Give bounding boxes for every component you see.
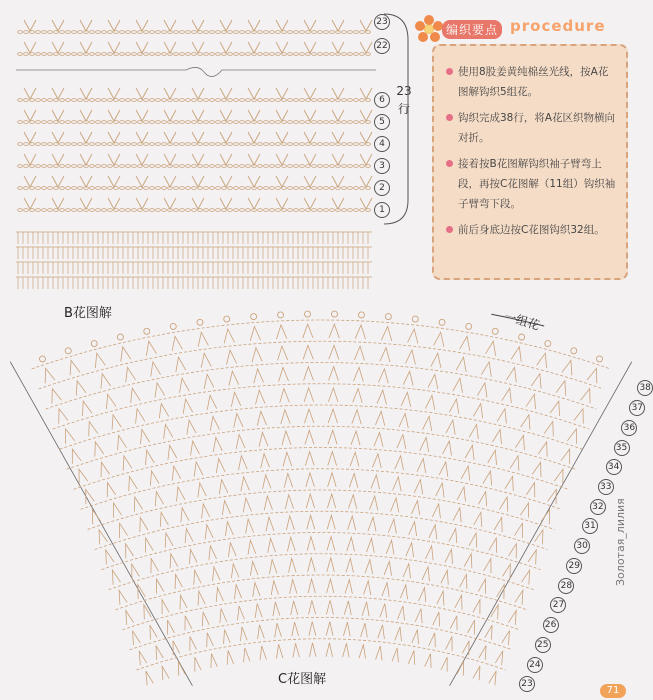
c-stitch-column bbox=[121, 347, 201, 672]
c-stitch-column bbox=[425, 341, 496, 668]
picot bbox=[358, 312, 364, 318]
c-row-arc bbox=[88, 490, 555, 529]
c-row-arc bbox=[60, 405, 583, 449]
b-row-6 bbox=[18, 88, 372, 101]
c-row-number: 29 bbox=[566, 558, 582, 574]
c-row-number: 25 bbox=[535, 637, 551, 653]
c-row-number: 34 bbox=[606, 459, 622, 475]
b-flower-chart bbox=[16, 10, 376, 300]
b-row-1 bbox=[18, 198, 372, 211]
bullet-icon bbox=[446, 226, 453, 233]
c-stitch-column bbox=[343, 325, 366, 658]
picot bbox=[144, 328, 150, 334]
c-stitch-column bbox=[70, 360, 169, 680]
b-row-number: 22 bbox=[374, 38, 390, 54]
b-row-4 bbox=[18, 132, 372, 145]
c-row-number: 24 bbox=[527, 657, 543, 673]
picot bbox=[439, 319, 445, 325]
picot bbox=[39, 356, 45, 362]
procedure-title-en: procedure bbox=[510, 17, 606, 35]
page-number-badge: 71 bbox=[600, 684, 626, 698]
picot bbox=[305, 311, 311, 317]
c-row-arc bbox=[74, 447, 569, 489]
picot bbox=[331, 311, 337, 317]
procedure-steps bbox=[446, 62, 618, 246]
c-stitch-column bbox=[224, 329, 266, 660]
c-row-number: 37 bbox=[629, 400, 645, 416]
procedure-header bbox=[414, 14, 628, 42]
picot bbox=[519, 334, 525, 340]
picot bbox=[224, 316, 230, 322]
watermark: Золотая_лилия bbox=[614, 498, 627, 586]
b-rows-count: 23 bbox=[396, 84, 412, 98]
c-row-arc bbox=[102, 532, 541, 569]
c-stitch-column bbox=[198, 332, 250, 662]
procedure-title-cn: 编织要点 bbox=[442, 20, 502, 39]
procedure-step: 使用8股姜黄纯棉丝光线，按A花图解钩织5组花。 bbox=[446, 62, 618, 102]
picot bbox=[170, 323, 176, 329]
b-chart-caption: B花图解 bbox=[64, 306, 112, 321]
c-stitch-column bbox=[392, 332, 444, 662]
procedure-step: 接着按B花图解钩织袖子臂弯上段，再按C花图解（11组）钩织袖子臂弯下段。 bbox=[446, 154, 618, 214]
b-row-number: 6 bbox=[374, 92, 390, 108]
b-row-3 bbox=[18, 154, 372, 167]
c-row-arc bbox=[123, 596, 520, 630]
c-row-arc bbox=[136, 639, 505, 670]
procedure-step: 前后身底边按C花图钩织32组。 bbox=[446, 220, 618, 240]
b-base-rows bbox=[16, 232, 372, 289]
c-stitch-column bbox=[457, 353, 547, 676]
c-row-arc bbox=[95, 511, 548, 549]
c-row-number: 32 bbox=[590, 499, 606, 515]
c-row-number: 26 bbox=[543, 617, 559, 633]
b-chart-drawing bbox=[16, 10, 376, 300]
b-row-number: 5 bbox=[374, 114, 390, 130]
picot bbox=[117, 334, 123, 340]
c-stitch-column bbox=[326, 324, 339, 657]
picot bbox=[385, 314, 391, 320]
c-stitch-column bbox=[250, 327, 283, 659]
c-row-number: 30 bbox=[574, 538, 590, 554]
c-stitch-column bbox=[473, 360, 572, 680]
c-row-number: 23 bbox=[519, 676, 535, 692]
picot bbox=[197, 319, 203, 325]
c-row-number: 36 bbox=[621, 420, 637, 436]
b-row-number: 1 bbox=[374, 202, 390, 218]
c-chart-caption: C花图解 bbox=[278, 672, 327, 687]
c-stitch-column bbox=[45, 368, 153, 685]
flower-icon bbox=[414, 14, 444, 44]
c-stitch-column bbox=[441, 347, 521, 672]
bullet-icon bbox=[446, 114, 453, 121]
c-row-arc bbox=[46, 362, 597, 409]
b-row-22 bbox=[18, 42, 372, 55]
c-stitch-column bbox=[95, 353, 185, 676]
c-row-arc bbox=[116, 575, 527, 610]
b-row-number: 2 bbox=[374, 180, 390, 196]
picot bbox=[597, 356, 603, 362]
c-row-arc bbox=[81, 469, 562, 510]
b-row-number: 4 bbox=[374, 136, 390, 152]
b-rows-unit: 行 bbox=[397, 102, 410, 116]
c-stitch-column bbox=[376, 329, 418, 660]
c-row-number: 35 bbox=[614, 440, 630, 456]
picot bbox=[65, 348, 71, 354]
picot bbox=[251, 314, 257, 320]
c-stitch-column bbox=[359, 327, 392, 659]
procedure-step: 钩织完成38行，将A花区织物横向对折。 bbox=[446, 108, 618, 148]
c-row-number: 27 bbox=[550, 597, 566, 613]
b-row-2 bbox=[18, 176, 372, 189]
c-row-number: 38 bbox=[637, 380, 653, 396]
picot bbox=[545, 341, 551, 347]
picot bbox=[492, 328, 498, 334]
b-break-line bbox=[16, 67, 376, 76]
c-row-number: 33 bbox=[598, 479, 614, 495]
c-row-number: 28 bbox=[558, 578, 574, 594]
bullet-icon bbox=[446, 68, 453, 75]
picot bbox=[412, 316, 418, 322]
picot bbox=[571, 348, 577, 354]
c-row-number: 31 bbox=[582, 518, 598, 534]
picot bbox=[466, 323, 472, 329]
picot bbox=[91, 341, 97, 347]
c-row-arc bbox=[129, 618, 512, 650]
c-row-arc bbox=[53, 384, 590, 429]
bullet-icon bbox=[446, 160, 453, 167]
b-row-5 bbox=[18, 110, 372, 123]
b-row-23 bbox=[18, 20, 372, 33]
picot bbox=[278, 312, 284, 318]
group-label: 一组花 bbox=[502, 309, 542, 333]
b-row-number: 3 bbox=[374, 158, 390, 174]
b-row-number: 23 bbox=[374, 14, 390, 30]
c-row-arc bbox=[109, 554, 534, 590]
